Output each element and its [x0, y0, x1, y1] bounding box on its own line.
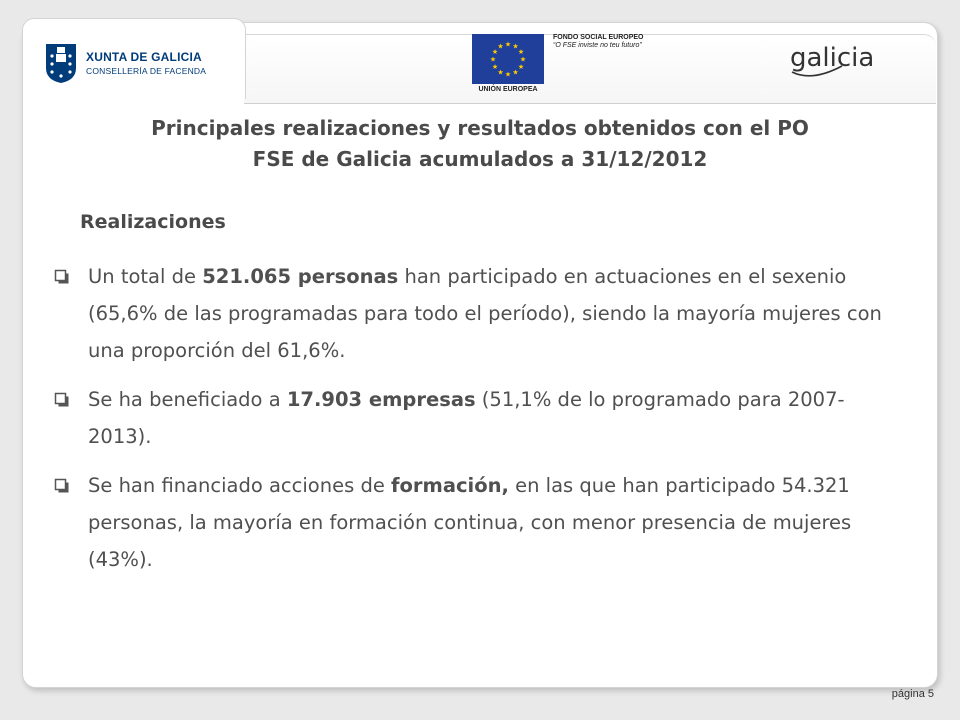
- eu-star-icon: ★: [491, 48, 499, 56]
- eu-star-icon: ★: [512, 68, 519, 77]
- eu-label: UNIÓN EUROPEA: [478, 86, 538, 93]
- checkbox-bullet-icon: [54, 478, 70, 494]
- eu-star-icon: ★: [519, 55, 527, 64]
- eu-star-icon: ★: [497, 68, 504, 77]
- eu-star-icon: ★: [517, 48, 525, 56]
- checkbox-bullet-icon: [54, 269, 70, 285]
- eu-star-icon: ★: [512, 42, 519, 51]
- bullet-list: [54, 258, 904, 590]
- eu-flag-icon: [472, 34, 544, 84]
- xunta-shield-icon: [44, 42, 78, 84]
- bullet-item: Se han financiado acciones de formación, en las que han participado 54.321 personas, la mayoría en formación continua, con menor presencia de mujeres (43%).: [54, 467, 904, 578]
- title-line-2: FSE de Galicia acumulados a 31/12/2012: [252, 147, 708, 171]
- fse-slogan: “O FSE inviste no teu futuro”: [553, 42, 642, 49]
- bullet-highlight: 17.903 empresas: [286, 388, 476, 411]
- eu-star-icon: ★: [504, 70, 512, 79]
- eu-star-icon: ★: [489, 55, 497, 64]
- bullet-highlight: 521.065 personas: [202, 265, 399, 288]
- checkbox-bullet-icon: [54, 392, 70, 408]
- title-line-1: Principales realizaciones y resultados obtenidos con el PO: [151, 116, 809, 140]
- eu-star-icon: ★: [517, 63, 525, 71]
- xunta-logo: [44, 42, 206, 84]
- bullet-item: Se ha beneficiado a 17.903 empresas (51,1% de lo programado para 2007-2013).: [54, 381, 904, 455]
- xunta-name: XUNTA DE GALICIA: [86, 50, 202, 64]
- bullet-highlight: formación,: [391, 474, 509, 497]
- eu-star-icon: ★: [504, 40, 512, 49]
- page-number: página 5: [891, 688, 934, 700]
- slide-title: [60, 113, 900, 175]
- galicia-logo: [772, 36, 904, 86]
- fse-title: FONDO SOCIAL EUROPEO: [553, 34, 644, 41]
- conselleria-name: CONSELLERÍA DE FACENDA: [86, 66, 207, 76]
- eu-star-icon: ★: [491, 63, 499, 71]
- bullet-item: Un total de 521.065 personas han participado en actuaciones en el sexenio (65,6% de las programadas para todo el período), siendo la mayoría mujeres con una proporción del 61,6%.: [54, 258, 904, 369]
- section-heading: Realizaciones: [80, 211, 226, 233]
- galicia-wordmark: galicia: [790, 43, 875, 73]
- eu-star-icon: ★: [497, 42, 504, 51]
